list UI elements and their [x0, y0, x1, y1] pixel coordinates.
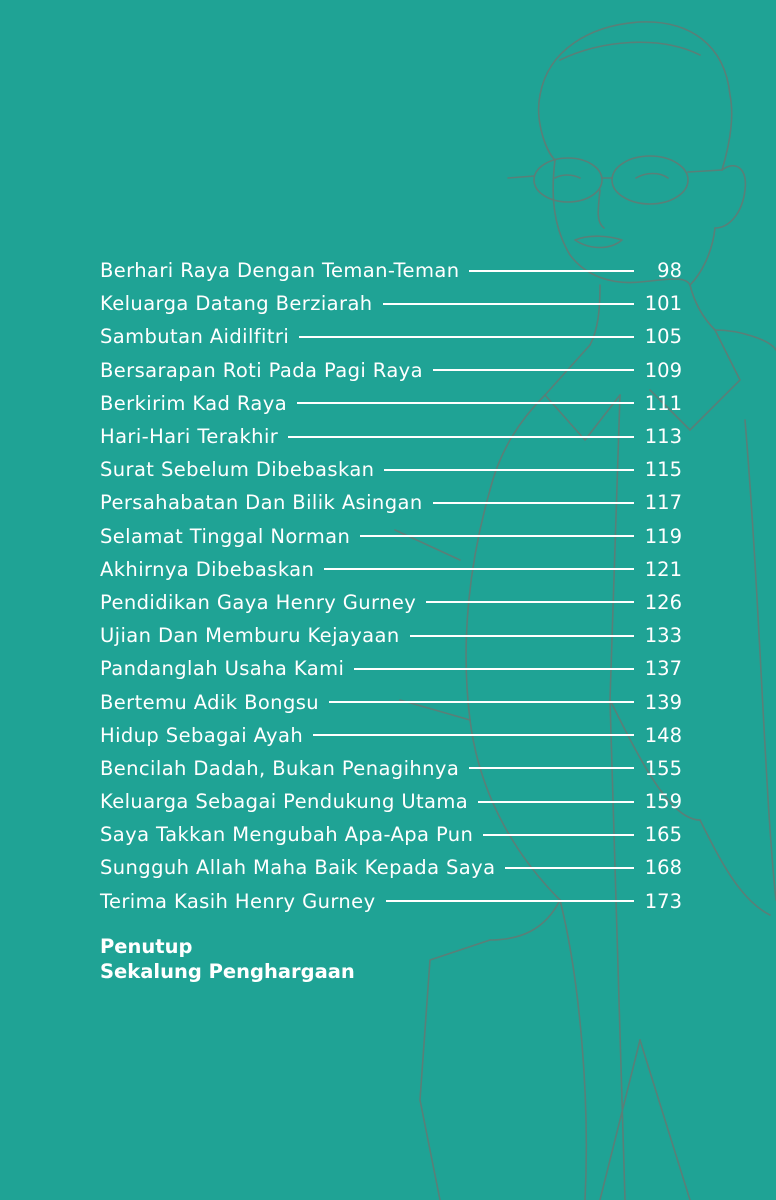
toc-entry-title: Keluarga Datang Berziarah	[100, 292, 373, 316]
toc-leader-line	[426, 601, 634, 603]
toc-entry[interactable]	[100, 685, 682, 718]
toc-entry[interactable]	[100, 652, 682, 685]
toc-entry-page-number: 168	[644, 856, 682, 880]
toc-leader-line	[288, 436, 634, 438]
toc-entry[interactable]	[100, 719, 682, 752]
toc-entry-title: Surat Sebelum Dibebaskan	[100, 458, 375, 482]
toc-leader-line	[324, 568, 634, 570]
toc-leader-line	[386, 900, 634, 902]
toc-entry-title: Keluarga Sebagai Pendukung Utama	[100, 790, 469, 814]
toc-entry-page-number: 139	[644, 690, 682, 714]
toc-entry[interactable]	[100, 254, 682, 287]
toc-entry[interactable]	[100, 752, 682, 785]
toc-leader-line	[433, 369, 634, 371]
toc-leader-line	[297, 402, 634, 404]
toc-entry[interactable]	[100, 885, 682, 918]
toc-entry[interactable]	[100, 420, 682, 453]
toc-entry-page-number: 109	[644, 358, 682, 382]
toc-leader-line	[383, 303, 634, 305]
toc-entry[interactable]	[100, 520, 682, 553]
toc-entry-title: Hari-Hari Terakhir	[100, 425, 279, 449]
toc-leader-line	[410, 635, 634, 637]
toc-entry[interactable]	[100, 320, 682, 353]
toc-entry-title: Pandanglah Usaha Kami	[100, 657, 345, 681]
toc-entry-title: Selamat Tinggal Norman	[100, 524, 351, 548]
toc-entry-page-number: 117	[644, 491, 682, 515]
toc-entry-title: Terima Kasih Henry Gurney	[100, 889, 376, 913]
toc-entry[interactable]	[100, 586, 682, 619]
toc-entry[interactable]	[100, 287, 682, 320]
toc-leader-line	[433, 502, 634, 504]
toc-entry-page-number: 173	[644, 889, 682, 913]
toc-entry-page-number: 165	[644, 823, 682, 847]
toc-entry[interactable]	[100, 354, 682, 387]
toc-entry[interactable]	[100, 453, 682, 486]
toc-entry-page-number: 105	[644, 325, 682, 349]
toc-entry[interactable]	[100, 818, 682, 851]
toc-entry-title: Akhirnya Dibebaskan	[100, 557, 315, 581]
toc-entry-title: Bersarapan Roti Pada Pagi Raya	[100, 358, 423, 382]
toc-entry[interactable]	[100, 785, 682, 818]
table-of-contents	[100, 254, 682, 918]
toc-leader-line	[299, 336, 634, 338]
toc-leader-line	[478, 801, 634, 803]
closing-heading: Penutup	[100, 935, 193, 958]
toc-entry-page-number: 121	[644, 557, 682, 581]
toc-entry-page-number: 148	[644, 723, 682, 747]
toc-leader-line	[360, 535, 634, 537]
toc-entry-title: Sambutan Aidilfitri	[100, 325, 290, 349]
toc-entry-title: Bencilah Dadah, Bukan Penagihnya	[100, 756, 460, 780]
toc-entry-title: Bertemu Adik Bongsu	[100, 690, 320, 714]
toc-entry[interactable]	[100, 553, 682, 586]
toc-entry-page-number: 119	[644, 524, 682, 548]
toc-entry-page-number: 111	[644, 391, 682, 415]
toc-entry-page-number: 155	[644, 756, 682, 780]
toc-entry-title: Pendidikan Gaya Henry Gurney	[100, 590, 417, 614]
toc-entry-page-number: 101	[644, 292, 682, 316]
toc-entry[interactable]	[100, 486, 682, 519]
closing-subheading: Sekalung Penghargaan	[100, 960, 355, 983]
toc-leader-line	[469, 270, 634, 272]
toc-leader-line	[505, 867, 634, 869]
toc-entry-title: Saya Takkan Mengubah Apa-Apa Pun	[100, 823, 474, 847]
toc-entry-page-number: 133	[644, 624, 682, 648]
toc-leader-line	[329, 701, 634, 703]
toc-entry-page-number: 98	[657, 259, 682, 283]
toc-entry[interactable]	[100, 387, 682, 420]
toc-entry-page-number: 126	[644, 590, 682, 614]
toc-leader-line	[469, 767, 634, 769]
toc-leader-line	[354, 668, 634, 670]
closing-section	[100, 934, 355, 984]
toc-entry-title: Hidup Sebagai Ayah	[100, 723, 304, 747]
toc-entry-page-number: 137	[644, 657, 682, 681]
toc-entry[interactable]	[100, 619, 682, 652]
toc-entry-title: Berkirim Kad Raya	[100, 391, 288, 415]
toc-entry-page-number: 159	[644, 790, 682, 814]
toc-entry-page-number: 113	[644, 425, 682, 449]
toc-leader-line	[483, 834, 634, 836]
toc-entry-title: Berhari Raya Dengan Teman-Teman	[100, 259, 460, 283]
toc-leader-line	[384, 469, 634, 471]
toc-entry[interactable]	[100, 851, 682, 884]
toc-entry-title: Persahabatan Dan Bilik Asingan	[100, 491, 423, 515]
toc-leader-line	[313, 734, 634, 736]
toc-entry-title: Ujian Dan Memburu Kejayaan	[100, 624, 400, 648]
toc-entry-title: Sungguh Allah Maha Baik Kepada Saya	[100, 856, 496, 880]
toc-entry-page-number: 115	[644, 458, 682, 482]
